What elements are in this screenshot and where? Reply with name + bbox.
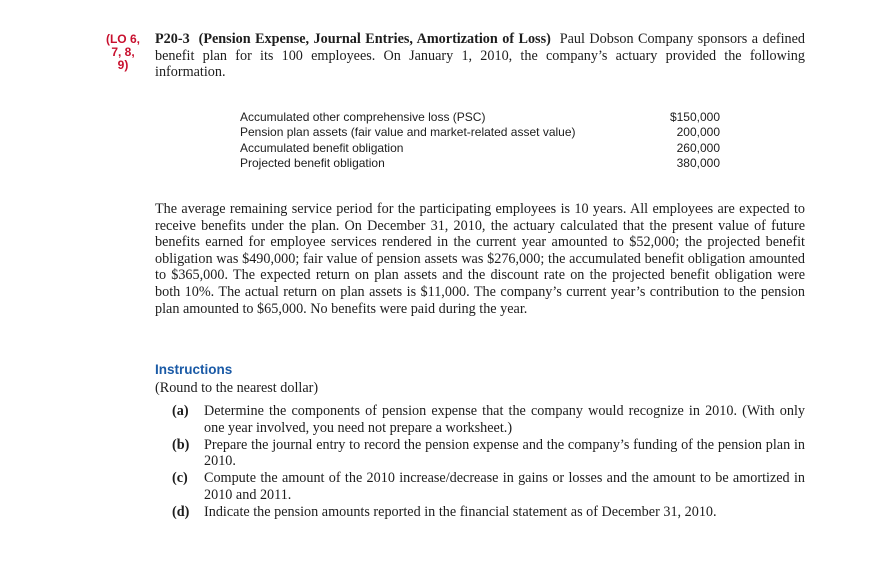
item-label: (d) [172, 504, 190, 521]
list-item [172, 470, 805, 503]
table-row [240, 125, 720, 140]
instructions-list [172, 403, 805, 521]
problem-number: P20-3 [155, 31, 190, 47]
list-item [172, 504, 805, 521]
row-amount: 260,000 [676, 140, 720, 155]
row-amount: 380,000 [676, 155, 720, 170]
item-label: (c) [172, 470, 188, 487]
item-label: (b) [172, 436, 190, 453]
item-label: (a) [172, 403, 189, 419]
row-label: Projected benefit obligation [240, 155, 385, 170]
item-text: Indicate the pension amounts reported in the financial statement as of December 31, 2010. [204, 504, 717, 521]
problem-details: The average remaining service period for the participating employees is 10 years. All employees are expected to receive benefits under the plan. On December 31, 2010, the actuary calculated that the present value of future benefits earned for employee services rendered in the current year amounted to $52,000; the projected benefit obligation was $490,000; fair value of pension assets was $276,000; the accumulated benefit obligation amounted to $365,000. The expected return on plan assets and the discount rate on the projected benefit obligation were both 10%. The actual return on plan assets is $11,000. The company’s current year’s contribution to the pension plan amounted to $65,000. No benefits were paid during the year. [155, 201, 805, 317]
lo-line-3: 9) [117, 58, 129, 72]
problem-statement [155, 31, 805, 81]
row-label: Accumulated benefit obligation [240, 140, 404, 155]
row-amount: 200,000 [676, 125, 720, 140]
row-label: Accumulated other comprehensive loss (PSC) [240, 110, 486, 124]
pension-data-table [240, 110, 720, 171]
item-text: Determine the components of pension expense that the company would recognize in 2010. (With only one year involved, you need not prepare a worksheet.) [204, 403, 805, 436]
list-item [172, 437, 805, 470]
list-item [172, 403, 805, 436]
problem-intro: Paul Dobson Company sponsors a defined benefit plan for its 100 employees. On January 1, 2010, the company’s actuary provided the following information. [155, 31, 806, 81]
problem-title: (Pension Expense, Journal Entries, Amortization of Loss) [198, 31, 551, 47]
item-text: Prepare the journal entry to record the pension expense and the company’s funding of the pension plan in 2010. [204, 436, 805, 470]
lo-line-1: (LO 6, [105, 32, 140, 46]
row-label: Pension plan assets (fair value and market-related asset value) [240, 125, 576, 140]
instructions-heading: Instructions [155, 362, 233, 377]
item-text: Compute the amount of the 2010 increase/decrease in gains or losses and the amount to be amortized in 2010 and 2011. [204, 470, 805, 503]
table-row [240, 110, 720, 125]
lo-line-2: 7, 8, [111, 45, 135, 59]
table-row [240, 156, 720, 171]
row-amount: $150,000 [669, 110, 720, 124]
learning-objectives [100, 33, 146, 72]
instructions-subheading: (Round to the nearest dollar) [155, 380, 319, 396]
table-row [240, 141, 720, 156]
